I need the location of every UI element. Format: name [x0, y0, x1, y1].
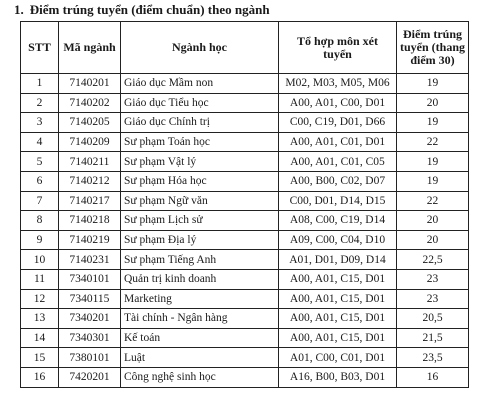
header-ma-nganh: Mã ngành — [59, 22, 121, 74]
cell-nganh-hoc: Công nghệ sinh học — [121, 367, 279, 387]
cell-stt: 1 — [21, 74, 59, 94]
cell-nganh-hoc: Giáo dục Chính trị — [121, 113, 279, 133]
cell-diem: 22 — [397, 132, 469, 152]
cell-ma-nganh: 7420201 — [59, 367, 121, 387]
cell-to-hop: A00, A01, C01, D01 — [279, 132, 397, 152]
header-stt: STT — [21, 22, 59, 74]
cell-ma-nganh: 7140231 — [59, 250, 121, 270]
cell-diem: 16 — [397, 367, 469, 387]
cell-nganh-hoc: Sư phạm Tiếng Anh — [121, 250, 279, 270]
cell-to-hop: A08, C00, C19, D14 — [279, 211, 397, 231]
table-row — [21, 250, 469, 270]
cell-to-hop: M02, M03, M05, M06 — [279, 74, 397, 94]
section-number: 1. — [14, 2, 24, 17]
table-row — [21, 367, 469, 387]
cell-ma-nganh: 7340301 — [59, 328, 121, 348]
cell-ma-nganh: 7140212 — [59, 171, 121, 191]
cell-nganh-hoc: Marketing — [121, 289, 279, 309]
cell-diem: 19 — [397, 152, 469, 172]
cell-nganh-hoc: Luật — [121, 348, 279, 368]
cell-ma-nganh: 7340115 — [59, 289, 121, 309]
cell-stt: 6 — [21, 171, 59, 191]
cell-stt: 9 — [21, 230, 59, 250]
cell-diem: 20 — [397, 230, 469, 250]
cell-stt: 2 — [21, 93, 59, 113]
section-heading — [0, 0, 480, 20]
cell-ma-nganh: 7140209 — [59, 132, 121, 152]
cell-ma-nganh: 7140219 — [59, 230, 121, 250]
table-row — [21, 328, 469, 348]
cell-diem: 20 — [397, 93, 469, 113]
cell-nganh-hoc: Sư phạm Lịch sử — [121, 211, 279, 231]
table-row — [21, 113, 469, 133]
cell-stt: 14 — [21, 328, 59, 348]
table-row — [21, 152, 469, 172]
cell-to-hop: A00, A01, C01, C05 — [279, 152, 397, 172]
header-to-hop: Tổ hợp môn xét tuyển — [279, 22, 397, 74]
cell-to-hop: A00, A01, C00, D01 — [279, 93, 397, 113]
cell-to-hop: A00, B00, C02, D07 — [279, 171, 397, 191]
cell-nganh-hoc: Giáo dục Mầm non — [121, 74, 279, 94]
table-row — [21, 93, 469, 113]
cell-to-hop: A00, A01, C15, D01 — [279, 328, 397, 348]
cell-nganh-hoc: Sư phạm Toán học — [121, 132, 279, 152]
cell-diem: 22 — [397, 191, 469, 211]
table-body — [21, 74, 469, 388]
cell-stt: 7 — [21, 191, 59, 211]
section-title: Điểm trúng tuyển (điểm chuẩn) theo ngành — [29, 2, 270, 17]
cell-nganh-hoc: Sư phạm Hóa học — [121, 171, 279, 191]
cell-ma-nganh: 7140218 — [59, 211, 121, 231]
cell-to-hop: A00, A01, C15, D01 — [279, 289, 397, 309]
cell-stt: 8 — [21, 211, 59, 231]
cell-to-hop: A01, C00, C01, D01 — [279, 348, 397, 368]
cell-stt: 13 — [21, 309, 59, 329]
cell-to-hop: A00, A01, C15, D01 — [279, 269, 397, 289]
header-nganh-hoc: Ngành học — [121, 22, 279, 74]
cell-to-hop: C00, C19, D01, D66 — [279, 113, 397, 133]
table-header-row — [21, 22, 469, 74]
cell-diem: 23 — [397, 289, 469, 309]
cell-nganh-hoc: Kế toán — [121, 328, 279, 348]
table-row — [21, 230, 469, 250]
cell-stt: 12 — [21, 289, 59, 309]
cell-to-hop: A01, D01, D09, D14 — [279, 250, 397, 270]
cell-stt: 15 — [21, 348, 59, 368]
cell-ma-nganh: 7140211 — [59, 152, 121, 172]
table-row — [21, 289, 469, 309]
cell-nganh-hoc: Tài chính - Ngân hàng — [121, 309, 279, 329]
table-row — [21, 309, 469, 329]
cell-diem: 19 — [397, 171, 469, 191]
cell-ma-nganh: 7140217 — [59, 191, 121, 211]
cell-ma-nganh: 7140201 — [59, 74, 121, 94]
cell-ma-nganh: 7140202 — [59, 93, 121, 113]
cell-diem: 20,5 — [397, 309, 469, 329]
cell-diem: 19 — [397, 113, 469, 133]
cell-stt: 3 — [21, 113, 59, 133]
cell-diem: 19 — [397, 74, 469, 94]
cell-nganh-hoc: Giáo dục Tiểu học — [121, 93, 279, 113]
cell-diem: 23 — [397, 269, 469, 289]
cell-to-hop: A00, A01, C15, D01 — [279, 309, 397, 329]
cell-to-hop: C00, D01, D14, D15 — [279, 191, 397, 211]
cell-ma-nganh: 7340101 — [59, 269, 121, 289]
table-row — [21, 348, 469, 368]
cell-stt: 5 — [21, 152, 59, 172]
cell-ma-nganh: 7140205 — [59, 113, 121, 133]
cell-diem: 20 — [397, 211, 469, 231]
cell-ma-nganh: 7340201 — [59, 309, 121, 329]
admission-score-table — [20, 21, 469, 388]
cell-to-hop: A16, B00, B03, D01 — [279, 367, 397, 387]
table-row — [21, 269, 469, 289]
table-row — [21, 132, 469, 152]
cell-diem: 23,5 — [397, 348, 469, 368]
cell-nganh-hoc: Quản trị kinh doanh — [121, 269, 279, 289]
cell-stt: 16 — [21, 367, 59, 387]
cell-stt: 11 — [21, 269, 59, 289]
table-row — [21, 74, 469, 94]
table-row — [21, 211, 469, 231]
header-diem: Điểm trúng tuyển (thang điểm 30) — [397, 22, 469, 74]
cell-diem: 21,5 — [397, 328, 469, 348]
cell-diem: 22,5 — [397, 250, 469, 270]
cell-nganh-hoc: Sư phạm Địa lý — [121, 230, 279, 250]
cell-stt: 10 — [21, 250, 59, 270]
cell-nganh-hoc: Sư phạm Vật lý — [121, 152, 279, 172]
cell-nganh-hoc: Sư phạm Ngữ văn — [121, 191, 279, 211]
table-row — [21, 171, 469, 191]
table-row — [21, 191, 469, 211]
cell-ma-nganh: 7380101 — [59, 348, 121, 368]
cell-to-hop: A09, C00, C04, D10 — [279, 230, 397, 250]
cell-stt: 4 — [21, 132, 59, 152]
